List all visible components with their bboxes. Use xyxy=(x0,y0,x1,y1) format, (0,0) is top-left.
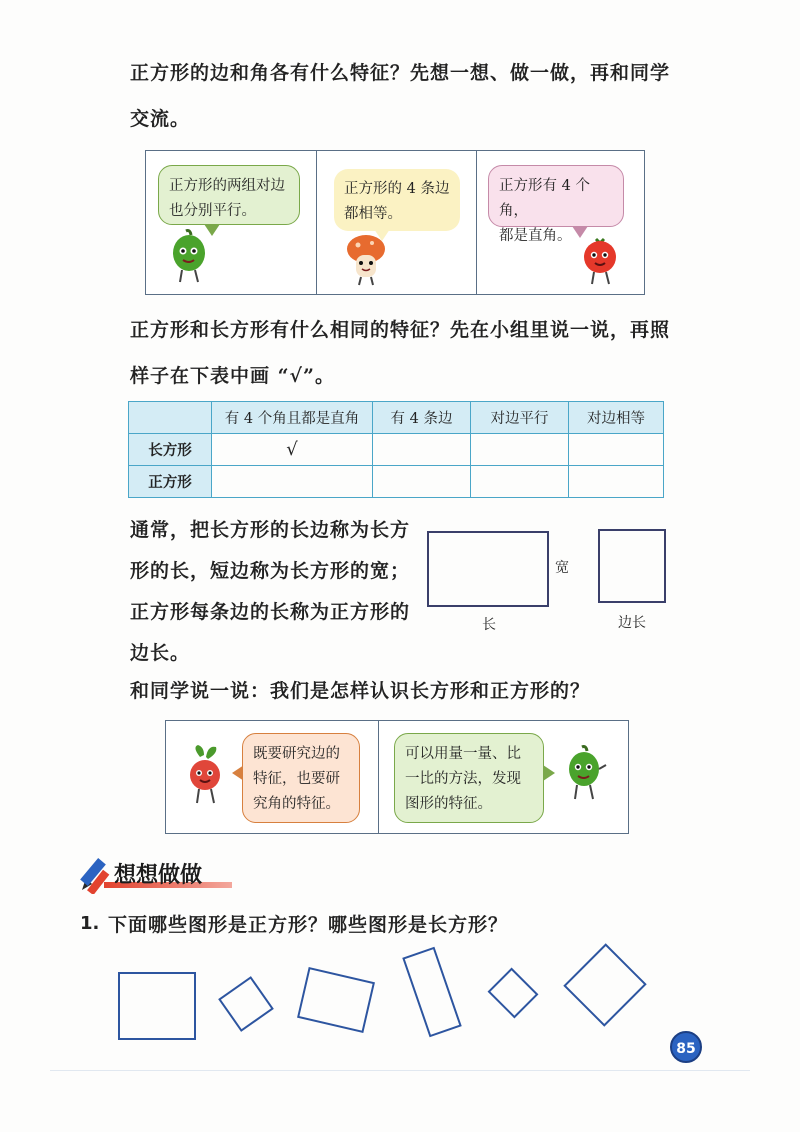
speech-bubble-right-angles xyxy=(488,165,624,244)
feature-table xyxy=(128,401,664,498)
compare-text xyxy=(130,307,670,399)
bubble-line: 特征，也要研 xyxy=(253,771,340,787)
bubble-line: 正方形有 4 个角， xyxy=(499,178,590,219)
bubble-line: 既要研究边的 xyxy=(253,746,340,762)
panel-divider xyxy=(476,151,477,294)
bubble-line: 都相等。 xyxy=(344,206,402,222)
label-length: 长 xyxy=(482,617,496,633)
bubble-line: 正方形的两组对边 xyxy=(169,178,285,194)
bubble-line: 也分别平行。 xyxy=(169,203,256,219)
table-header: 有 4 个角且都是直角 xyxy=(212,402,373,434)
definition-line: 正方形每条边的长称为正方形的 xyxy=(130,601,411,623)
table-cell[interactable] xyxy=(471,466,569,498)
mushroom-icon xyxy=(344,231,388,287)
table-row xyxy=(129,434,664,466)
bubble-tail xyxy=(543,765,555,781)
speech-bubble-measure xyxy=(394,733,544,823)
label-side: 边长 xyxy=(618,615,646,631)
speech-bubble-study-angles xyxy=(242,733,360,823)
exercise-number: 1. xyxy=(80,913,100,934)
row-label: 正方形 xyxy=(129,466,212,498)
square-diagram xyxy=(598,529,666,603)
section-title: 想想做做 xyxy=(114,863,203,888)
definition-text xyxy=(130,510,410,674)
table-row xyxy=(129,466,664,498)
table-cell[interactable] xyxy=(373,466,471,498)
bubble-line: 图形的特征。 xyxy=(405,796,492,812)
table-header: 有 4 条边 xyxy=(373,402,471,434)
table-cell[interactable] xyxy=(471,434,569,466)
character-panel xyxy=(145,150,645,295)
footer-rule xyxy=(50,1070,750,1071)
row-label: 长方形 xyxy=(129,434,212,466)
exercise-shape-5[interactable] xyxy=(488,968,539,1019)
discussion-panel xyxy=(165,720,629,834)
radish-icon xyxy=(182,745,228,809)
bubble-line: 可以用量一量、比 xyxy=(405,746,521,762)
exercise-text: 下面哪些图形是正方形？哪些图形是长方形？ xyxy=(108,914,509,936)
compare-line-1: 正方形和长方形有什么相同的特征？先在小组里说一说，再照 xyxy=(130,319,671,341)
table-cell[interactable]: √ xyxy=(212,434,373,466)
panel-divider xyxy=(316,151,317,294)
bubble-line: 一比的方法，发现 xyxy=(405,771,521,787)
page-number: 85 xyxy=(670,1031,702,1063)
speech-bubble-equal-sides xyxy=(334,169,460,231)
intro-text xyxy=(130,50,670,142)
green-pepper-icon xyxy=(560,743,610,807)
tomato-icon xyxy=(578,233,622,287)
table-header xyxy=(129,402,212,434)
table-header-row xyxy=(129,402,664,434)
exercise-shape-3[interactable] xyxy=(297,967,375,1033)
table-cell[interactable] xyxy=(373,434,471,466)
discuss-text: 和同学说一说：我们是怎样认识长方形和正方形的？ xyxy=(130,680,591,702)
exercise-shape-1[interactable] xyxy=(118,972,196,1040)
table-cell[interactable] xyxy=(212,466,373,498)
speech-bubble-parallel xyxy=(158,165,300,225)
exercise-shape-2[interactable] xyxy=(218,976,274,1032)
green-pepper-icon xyxy=(168,227,210,285)
label-width: 宽 xyxy=(555,560,569,576)
intro-line-1: 正方形的边和角各有什么特征？先想一想、做一做，再和同学 xyxy=(130,62,671,84)
bubble-line: 究角的特征。 xyxy=(253,796,340,812)
table-header: 对边相等 xyxy=(569,402,664,434)
definition-line: 通常，把长方形的长边称为长方 xyxy=(130,519,411,541)
exercise-shape-6[interactable] xyxy=(563,943,646,1026)
table-header: 对边平行 xyxy=(471,402,569,434)
compare-line-2: 样子在下表中画 “√”。 xyxy=(130,365,335,387)
intro-line-2: 交流。 xyxy=(130,108,191,130)
bubble-line: 都是直角。 xyxy=(499,228,572,244)
definition-line: 形的长，短边称为长方形的宽； xyxy=(130,560,411,582)
table-cell[interactable] xyxy=(569,434,664,466)
panel-divider xyxy=(378,721,379,833)
exercise-shape-4[interactable] xyxy=(402,947,461,1037)
definition-line: 边长。 xyxy=(130,642,191,664)
table-cell[interactable] xyxy=(569,466,664,498)
rectangle-diagram xyxy=(427,531,549,607)
bubble-line: 正方形的 4 条边 xyxy=(344,181,450,197)
